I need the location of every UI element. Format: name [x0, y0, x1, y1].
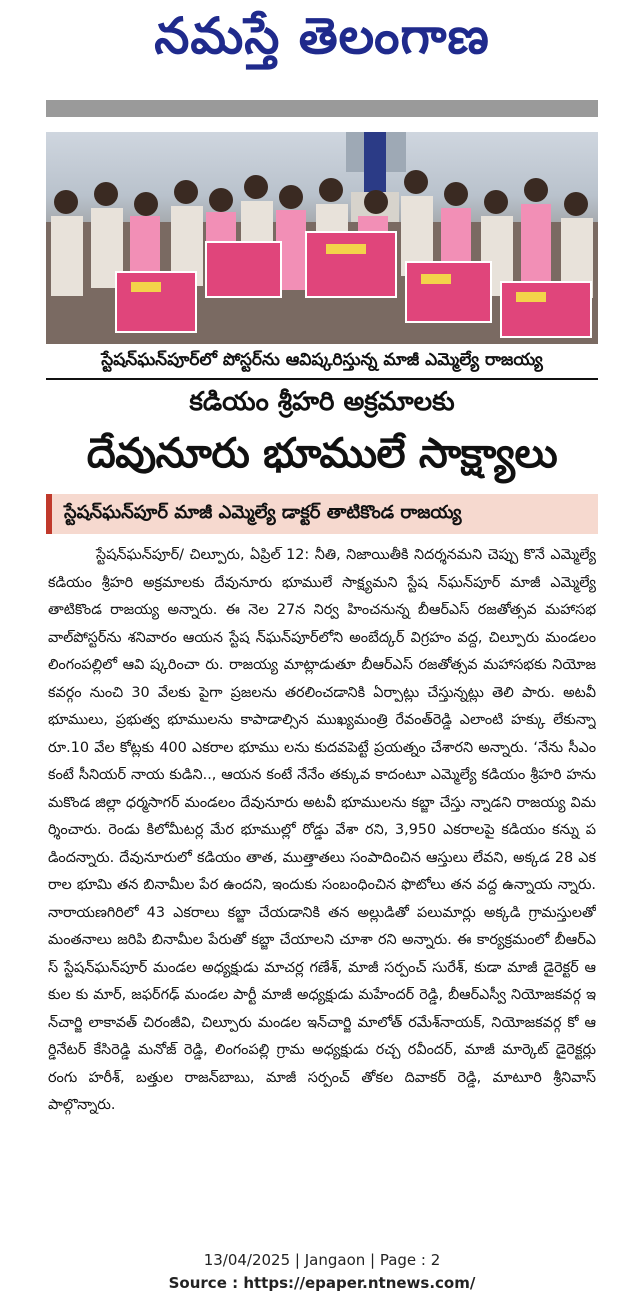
article-headline: దేవునూరు భూములే సాక్ష్యాలు — [86, 429, 558, 477]
footer-date-line: 13/04/2025 | Jangaon | Page : 2 — [203, 1251, 441, 1269]
news-photo-illustration — [46, 132, 598, 344]
masthead-title: నమస్తే తెలంగాణ — [154, 6, 490, 65]
article-subhead — [46, 494, 598, 534]
article-body — [48, 542, 596, 1232]
article-body-text: స్టేషన్‌ఘన్‌పూర్/ చిల్పూరు, ఏప్రిల్ 12: నీతి, నిజాయితీకి నిదర్శనమని చెప్పు కొనే ఎమ్మెల్యే కడియం శ్రీహరి అక్రమాలకు దేవునూరు భూములే సాక్ష్యమని స్టేష న్‌ఘన్‌పూర్ మాజీ ఎమ్మెల్యే తాటికొండ రాజయ్య అన్నారు. ఈ నెల 27న నిర్వ హించనున్న బీఆర్‌ఎస్ రజతోత్సవ మహాసభ వాల్‌పోస్టర్‌ను శనివారం ఆయన స్టేష న్‌ఘన్‌పూర్‌లోని అంబేద్కర్ విగ్రహం వద్ద, చిల్పూరు మండలం లింగంపల్లిలో ఆవి ష్కరించా రు. రాజయ్య మాట్లాడుతూ బీఆర్‌ఎస్ రజతోత్సవ మహాసభకు నియోజ కవర్గం నుంచి 30 వేలకు పైగా ప్రజలను తరలించడానికి ఏర్పాట్లు చేస్తున్నట్లు తెలి పారు. అటవీ భూములు, ప్రభుత్వ భూములను కాపాడాల్సిన ముఖ్యమంత్రి రేవంత్‌రెడ్డి ఎలాంటి హక్కు లేకున్నా రూ.10 వేల కోట్లకు 400 ఎకరాల భూము లను కుదవపెట్టే ప్రయత్నం చేశారని అన్నారు. ‘నేను సీఎం కంటే సీనియర్ నాయ కుడిని.., ఆయన కంటే నేనేం తక్కువ కాదంటూ ఎమ్మెల్యే కడియం శ్రీహరి హను మకొండ జిల్లా ధర్మసాగర్ మండలం దేవునూరు అటవీ భూములను కబ్జా చేస్తు న్నాడని రాజయ్య విమర్శించారు. రెండు కిలోమీటర్ల మేర భూముల్లో రోడ్డు వేశా రని, 3,950 ఎకరాలపై కడియం కన్ను పడిందన్నారు. దేవునూరులో కడియం తాత, ముత్తాతలు సంపాదించిన ఆస్తులు లేవని, అక్కడ 28 ఎకరాల భూమి తన బినామీల పేర ఉందని, ఇందుకు సంబంధించిన ఫొటోలు తన వద్ద ఉన్నాయ న్నారు. నారాయణగిరిలో 43 ఎకరాలు కబ్జా చేయడానికి తన అల్లుడితో పలుమార్లు అక్కడి గ్రామస్తులతో మంతనాలు జరిపి బినామీల పేరుతో కబ్జా చేయాలని చూశా రని అన్నారు. ఈ కార్యక్రమంలో బీఆర్‌ఎస్ స్టేషన్‌ఘన్‌పూర్ మండల అధ్యక్షుడు మాచర్ల గణేశ్, మాజీ సర్పంచ్ సురేశ్, కుడా మాజీ డైరెక్టర్ ఆకుల కు మార్, జఫర్‌గఢ్ మండల పార్టీ మాజీ అధ్యక్షుడు మహేందర్ రెడ్డి, బీఆర్‌ఎస్వీ నియోజకవర్గ ఇన్‌చార్జి లాకావత్ చిరంజీవి, చిల్పూరు మండల ఇన్‌చార్జి మాలోత్ రమేశ్‌నాయక్, నియోజకవర్గ కో ఆర్డినేటర్ కేసిరెడ్డి మనోజ్ రెడ్డి, లింగంపల్లి గ్రామ అధ్యక్షుడు రచ్చ రవీందర్, మాజీ మార్కెట్ డైరెక్టర్లు రంగు హరీశ్, బత్తుల రాజన్‌బాబు, మాజీ సర్పంచ్ తోకల దివాకర్ రెడ్డి, మాటూరి శ్రీనివాస్ పాల్గొన్నారు. — [48, 547, 596, 1113]
article-subhead-text: స్టేషన్‌ఘన్‌పూర్ మాజీ ఎమ్మెల్యే డాక్టర్ తాటికొండ రాజయ్య — [64, 501, 462, 523]
article-kicker: కడియం శ్రీహరి అక్రమాలకు — [189, 387, 455, 417]
news-photo — [46, 132, 598, 344]
photo-caption: స్టేషన్‌ఘన్‌పూర్‌లో పోస్టర్‌ను ఆవిష్కరిస్తున్న మాజీ ఎమ్మెల్యే రాజయ్య — [46, 346, 598, 380]
masthead-rule — [46, 100, 598, 117]
footer-source-line: Source : https://epaper.ntnews.com/ — [168, 1274, 476, 1292]
masthead — [0, 0, 644, 84]
